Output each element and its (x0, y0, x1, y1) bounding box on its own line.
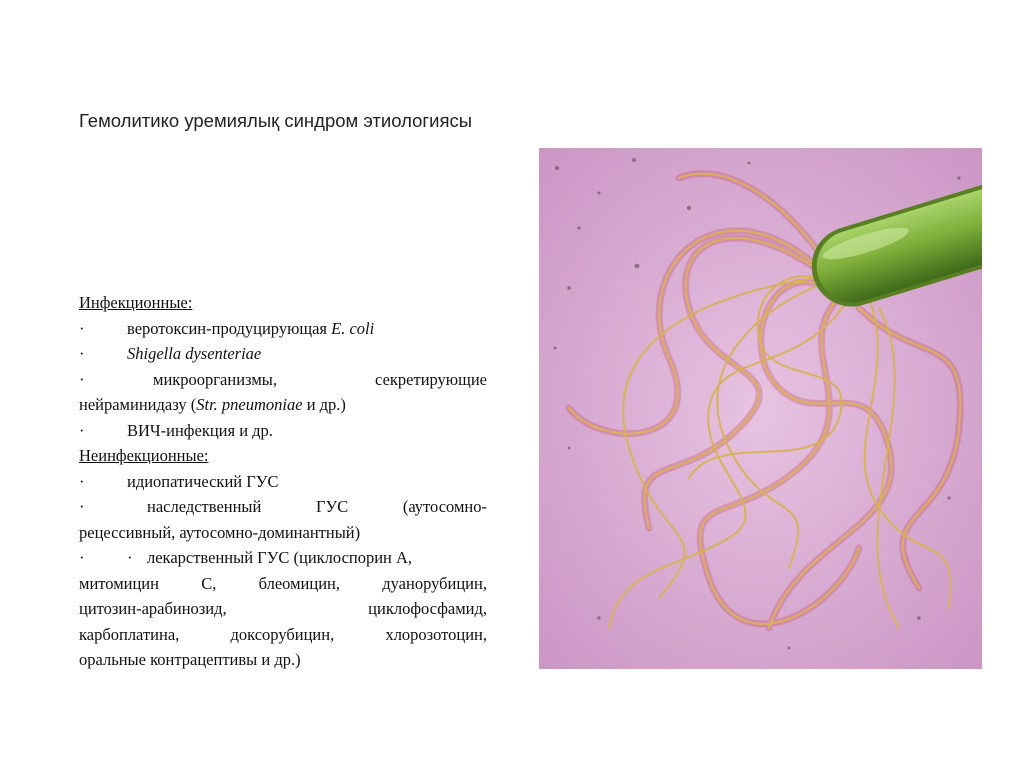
noninfectious-heading: Неинфекционные: (79, 446, 209, 465)
list-item-continued: нейраминидазу (Str. pneumoniae и др.) (79, 395, 346, 414)
etiology-text (79, 290, 487, 673)
list-item: · наследственный ГУС (аутосомно- (79, 497, 487, 516)
list-item: · Shigella dysenteriae (79, 344, 262, 363)
list-item: · · лекарственный ГУС (циклоспорин А, (79, 548, 413, 567)
infectious-heading: Инфекционные: (79, 293, 193, 312)
list-item: · микроорганизмы, секретирующие (79, 369, 487, 389)
list-item: · веротоксин-продуцирующая E. coli (79, 318, 375, 338)
bacterium-illustration-icon (539, 148, 982, 669)
slide-title: Гемолитико уремиялық синдром этиологиясы (79, 110, 473, 131)
list-item: · идиопатический ГУС (79, 471, 279, 491)
list-item-continued: карбоплатина, доксорубицин, хлорозотоцин, (79, 624, 487, 644)
list-item-continued: оральные контрацептивы и др.) (79, 650, 301, 669)
list-item-continued: цитозин-арабинозид, циклофосфамид, (79, 599, 487, 618)
list-item: · ВИЧ-инфекция и др. (79, 420, 273, 440)
list-item-continued: рецессивный, аутосомно-доминантный) (79, 522, 361, 542)
list-item-continued: митомицин С, блеомицин, дуанорубицин, (79, 573, 487, 593)
